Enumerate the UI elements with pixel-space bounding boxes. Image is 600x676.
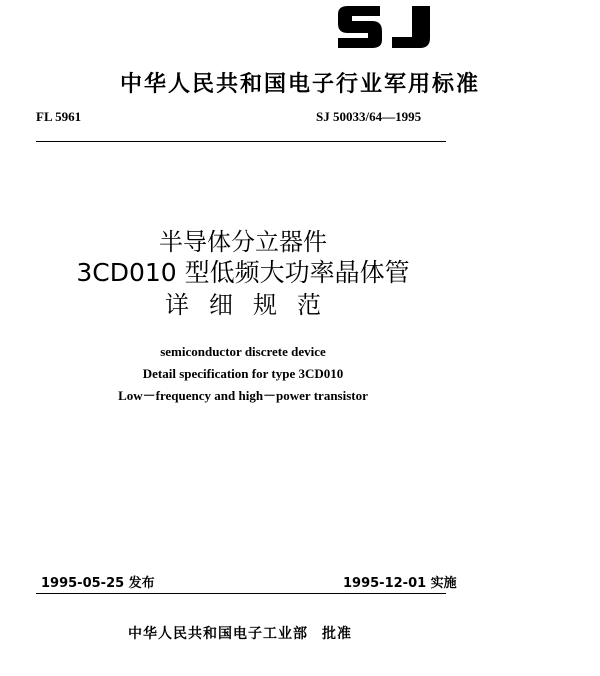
bottom-divider xyxy=(36,593,446,594)
sj-standard-code: SJ 50033/64—1995 xyxy=(316,109,422,124)
title-cn-line3: 详细规范 xyxy=(165,291,341,319)
title-en-line1: semiconductor discrete device xyxy=(160,344,326,359)
effective-date: 1995-12-01 实施 xyxy=(343,576,457,591)
issue-date: 1995-05-25 发布 xyxy=(41,576,155,591)
approval-word: 批准 xyxy=(322,626,352,642)
approver-name: 中华人民共和国电子工业部 xyxy=(128,626,308,642)
title-cn-line2: 3CD010 型低频大功率晶体管 xyxy=(76,258,410,287)
title-en-line3: Low－frequency and high－power transistor xyxy=(118,388,368,403)
title-en-line2: Detail specification for type 3CD010 xyxy=(142,366,344,381)
top-divider xyxy=(36,141,446,142)
standard-title: 中华人民共和国电子行业军用标准 xyxy=(119,72,480,97)
fl-code: FL 5961 xyxy=(36,109,82,124)
title-cn-line1: 半导体分立器件 xyxy=(159,228,327,256)
approval-line xyxy=(128,623,352,643)
sj-logo-icon xyxy=(334,4,438,50)
